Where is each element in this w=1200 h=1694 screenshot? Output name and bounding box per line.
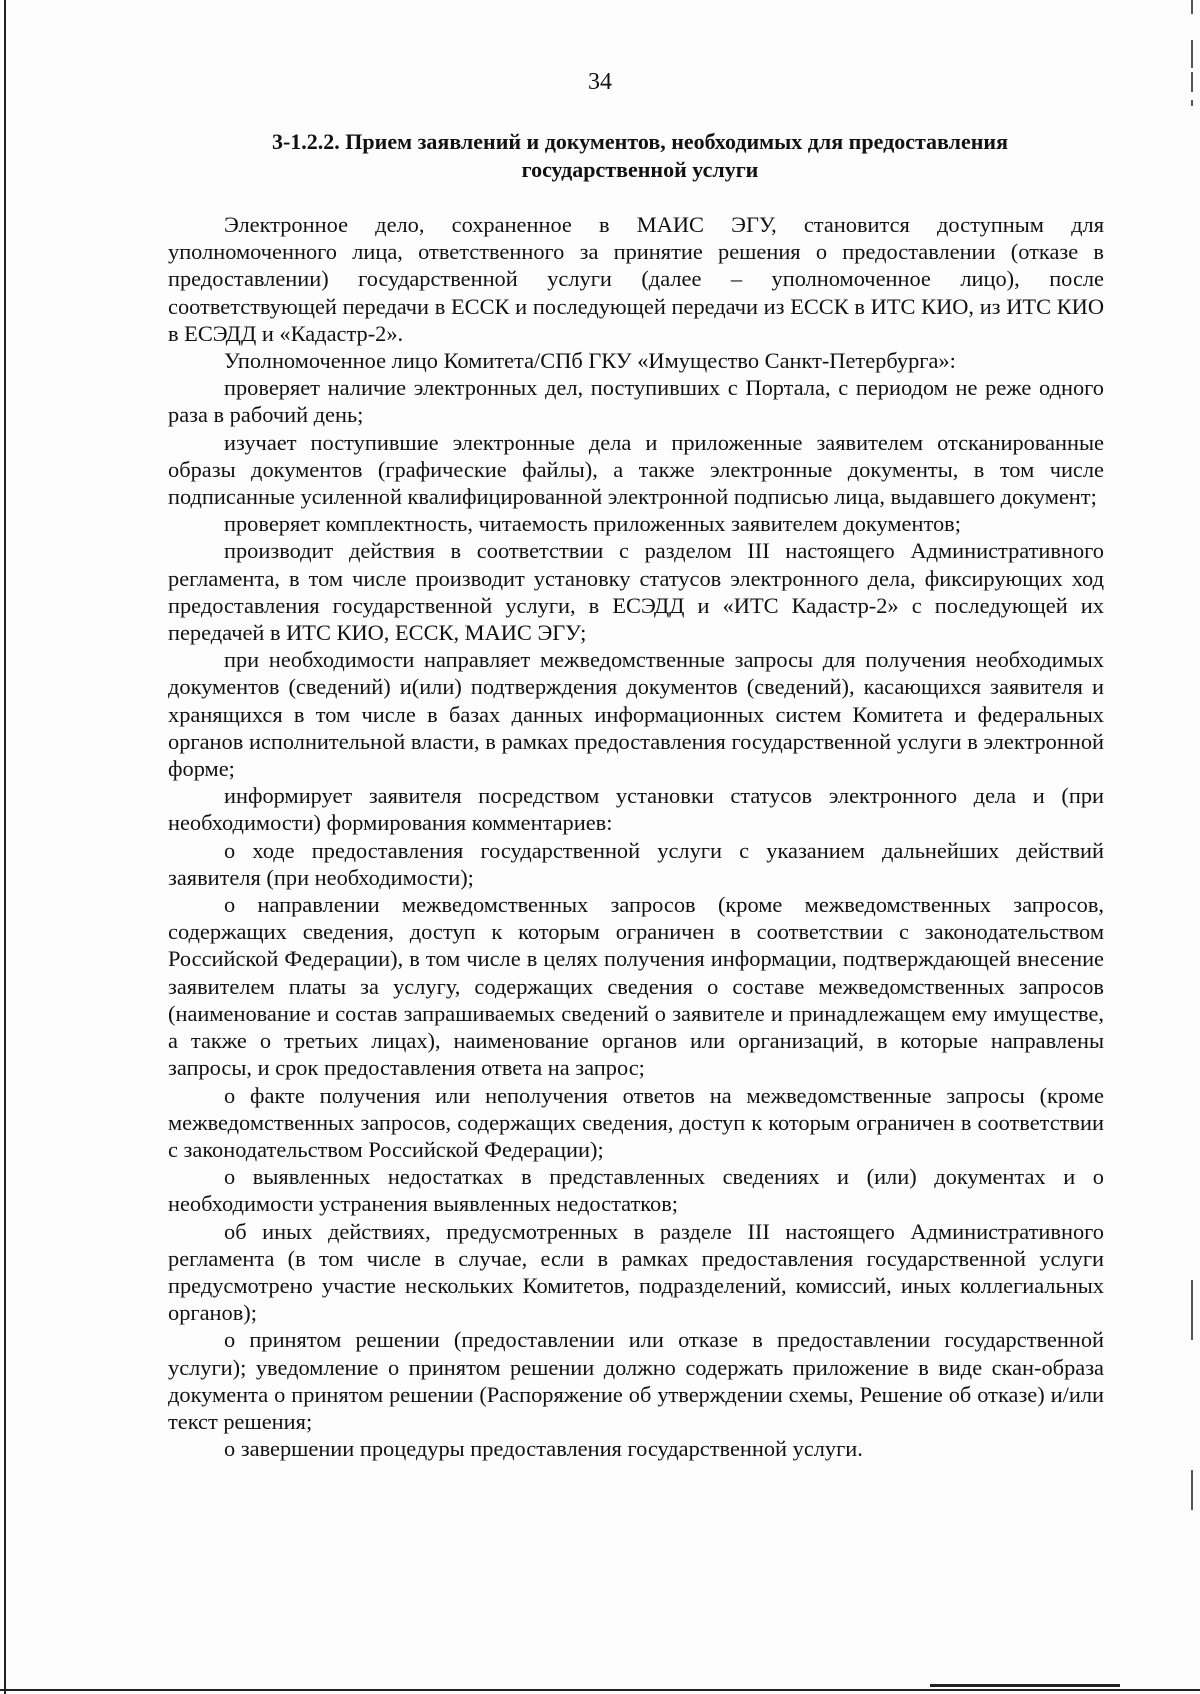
paragraph: о направлении межведомственных запросов (кроме межведомственных запросов, содержащих сведения, доступ к которым ограничен в соответствии с законодательством Российской Федерации), в том числе в целях получения информации, подтверждающей внесение заявителем платы за услугу, содержащих сведения о составе межведомственных запросов (наименование и состав запрашиваемых сведений о заявителе и принадлежащем ему имуществе, а также о третьих лицах), наименование органов или организаций, в которые направлены запросы, и срок предоставления ответа на запрос; <box>168 892 1104 1081</box>
scan-edge-left <box>4 0 6 1694</box>
paragraph: проверяет наличие электронных дел, поступивших с Портала, с периодом не реже одного раза в рабочий день; <box>168 375 1104 428</box>
scan-edge-bottom-right <box>930 1684 1120 1687</box>
paragraph: о факте получения или неполучения ответов на межведомственные запросы (кроме межведомственных запросов, содержащих сведения, доступ к которым ограничен в соответствии с законодательством Российской Федерации); <box>168 1082 1104 1162</box>
scan-edge-mark <box>1191 1470 1193 1510</box>
paragraph: о принятом решении (предоставлении или отказе в предоставлении государственной услуги); уведомление о принятом решении должно содержать приложение в виде скан-образа документа о принятом решении (Распоряжение об утверждении схемы, Решение об отказе) и/или текст решения; <box>168 1327 1104 1434</box>
paragraph: при необходимости направляет межведомственные запросы для получения необходимых документов (сведений) и(или) подтверждения документов (сведений), касающихся заявителя и хранящихся в том числе в базах данных информационных систем Комитета и федеральных органов исполнительной власти, в рамках предоставления государственной услуги в электронной форме; <box>168 647 1104 782</box>
scan-edge-mark <box>1191 0 1193 14</box>
paragraph: об иных действиях, предусмотренных в разделе III настоящего Административного регламента (в том числе в случае, если в рамках предоставления государственной услуги предусмотрено участие нескольких Комитетов, подразделений, комиссий, иных коллегиальных органов); <box>168 1218 1104 1326</box>
paragraph: Электронное дело, сохраненное в МАИС ЭГУ, становится доступным для уполномоченного лица, ответственного за принятие решения о предоставлении (отказе в предоставлении) государственной услуги (далее – уполномоченное лицо), после соответствующей передачи в ЕССК и последующей передачи из ЕССК в ИТС КИО, из ИТС КИО в ЕСЭДД и «Кадастр-2». <box>168 212 1104 346</box>
page-number: 34 <box>588 69 612 95</box>
body-text <box>168 211 1104 1462</box>
scan-edge-bottom <box>0 1689 1200 1691</box>
paragraph: информирует заявителя посредством установки статусов электронного дела и (при необходимости) формирования комментариев: <box>168 783 1104 836</box>
paragraph: Уполномоченное лицо Комитета/СПб ГКУ «Имущество Санкт-Петербурга»: <box>224 348 956 374</box>
paragraph: о выявленных недостатках в представленных сведениях и (или) документах и о необходимости устранения выявленных недостатков; <box>168 1164 1104 1217</box>
paragraph: о завершении процедуры предоставления государственной услуги. <box>224 1436 863 1462</box>
section-title: 3-1.2.2. Прием заявлений и документов, необходимых для предоставления государственной услуги <box>271 129 1008 182</box>
scan-edge-mark <box>1191 100 1193 106</box>
scan-edge-mark <box>1191 1280 1193 1340</box>
scan-edge-mark <box>1191 40 1193 68</box>
paragraph: проверяет комплектность, читаемость приложенных заявителем документов; <box>224 511 961 537</box>
paragraph: изучает поступившие электронные дела и приложенные заявителем отсканированные образы документов (графические файлы), а также электронные документы, в том числе подписанные усиленной квалифицированной электронной подписью лица, выдавшего документ; <box>168 429 1104 510</box>
paragraph: производит действия в соответствии с разделом III настоящего Административного регламента, в том числе производит установку статусов электронного дела, фиксирующих ход предоставления государственной услуги, в ЕСЭДД и «ИТС Кадастр-2» с последующей их передачей в ИТС КИО, ЕССК, МАИС ЭГУ; <box>168 538 1104 646</box>
paragraph: о ходе предоставления государственной услуги с указанием дальнейших действий заявителя (при необходимости); <box>168 837 1104 890</box>
